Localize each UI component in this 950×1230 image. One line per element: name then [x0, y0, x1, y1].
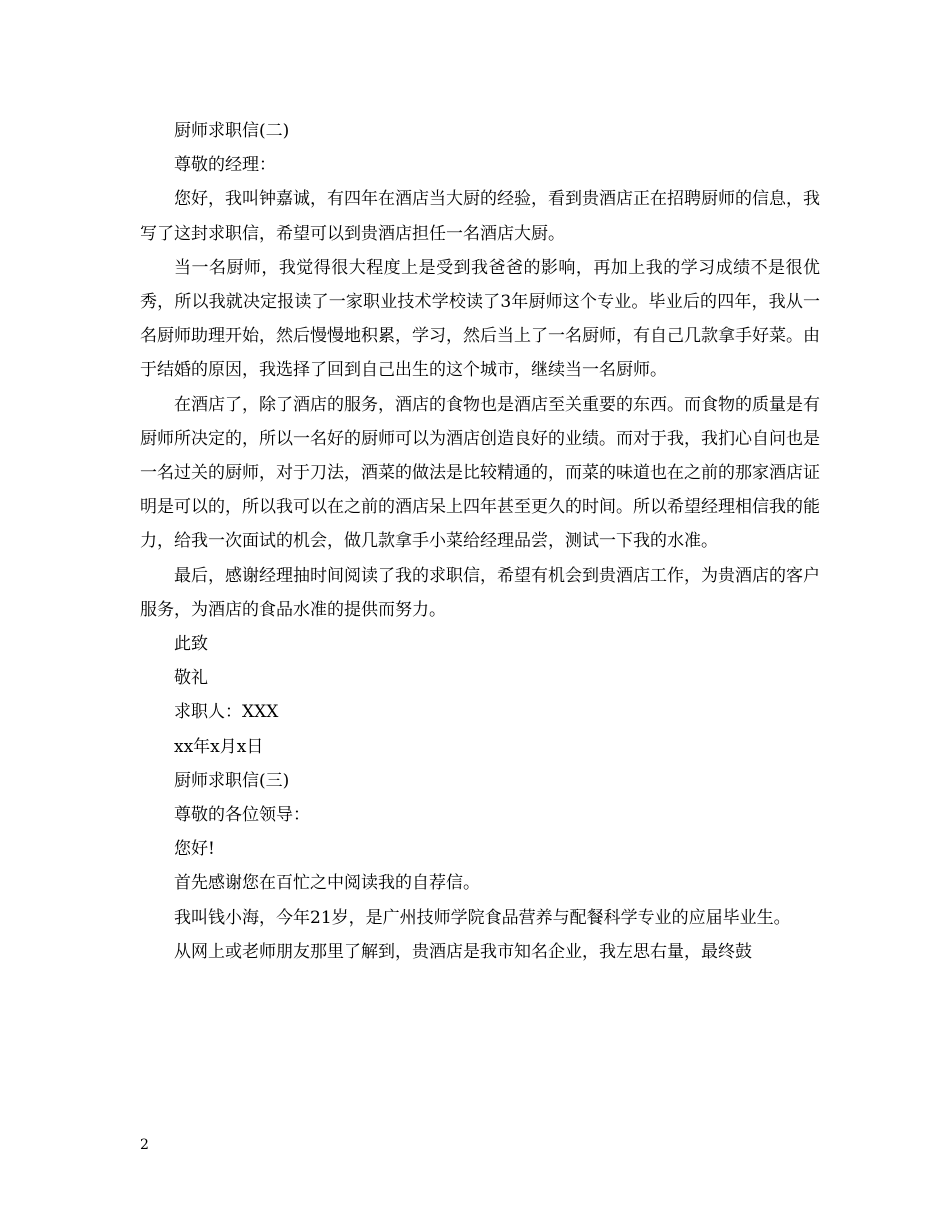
- salutation: 尊敬的经理：: [174, 155, 276, 176]
- body-paragraph: 我叫钱小海，今年21岁，是广州技师学院食品营养与配餐科学专业的应届毕业生。: [174, 907, 791, 928]
- greeting-line: 您好!: [174, 839, 215, 860]
- closing-line: 敬礼: [174, 668, 208, 689]
- body-paragraph: 从网上或老师朋友那里了解到，贵酒店是我市知名企业，我左思右量，最终鼓: [174, 941, 752, 962]
- date-line: xx年x月x日: [174, 736, 264, 757]
- document-body: [140, 114, 820, 969]
- page-number: 2: [140, 1137, 149, 1153]
- letter-title-3: 厨师求职信(三): [174, 770, 290, 791]
- letter-title-2: 厨师求职信(二): [174, 121, 290, 141]
- closing-line: 此致: [174, 634, 208, 655]
- body-paragraph: 当一名厨师，我觉得很大程度上是受到我爸爸的影响，再加上我的学习成绩不是很优秀，所以我就决定报读了一家职业技术学校读了3年厨师这个专业。毕业后的四年，我从一名厨师助理开始，然后慢慢地积累，学习，然后当上了一名厨师，有自己几款拿手好菜。由于结婚的原因，我选择了回到自己出生的这个城市，继续当一名厨师。: [140, 257, 820, 381]
- signature-line: 求职人：XXX: [174, 702, 279, 723]
- body-paragraph: 最后，感谢经理抽时间阅读了我的求职信，希望有机会到贵酒店工作，为贵酒店的客户服务，为酒店的食品水准的提供而努力。: [140, 565, 820, 620]
- body-paragraph: 您好，我叫钟嘉诚，有四年在酒店当大厨的经验，看到贵酒店正在招聘厨师的信息，我写了这封求职信，希望可以到贵酒店担任一名酒店大厨。: [140, 189, 820, 244]
- body-paragraph: 在酒店了，除了酒店的服务，酒店的食物也是酒店至关重要的东西。而食物的质量是有厨师所决定的，所以一名好的厨师可以为酒店创造良好的业绩。而对于我，我扪心自问也是一名过关的厨师，对于刀法，酒菜的做法是比较精通的，而菜的味道也在之前的那家酒店证明是可以的，所以我可以在之前的酒店呆上四年甚至更久的时间。所以希望经理相信我的能力，给我一次面试的机会，做几款拿手小菜给经理品尝，测试一下我的水准。: [140, 394, 820, 552]
- body-paragraph: 首先感谢您在百忙之中阅读我的自荐信。: [174, 873, 480, 894]
- salutation: 尊敬的各位领导：: [174, 805, 310, 826]
